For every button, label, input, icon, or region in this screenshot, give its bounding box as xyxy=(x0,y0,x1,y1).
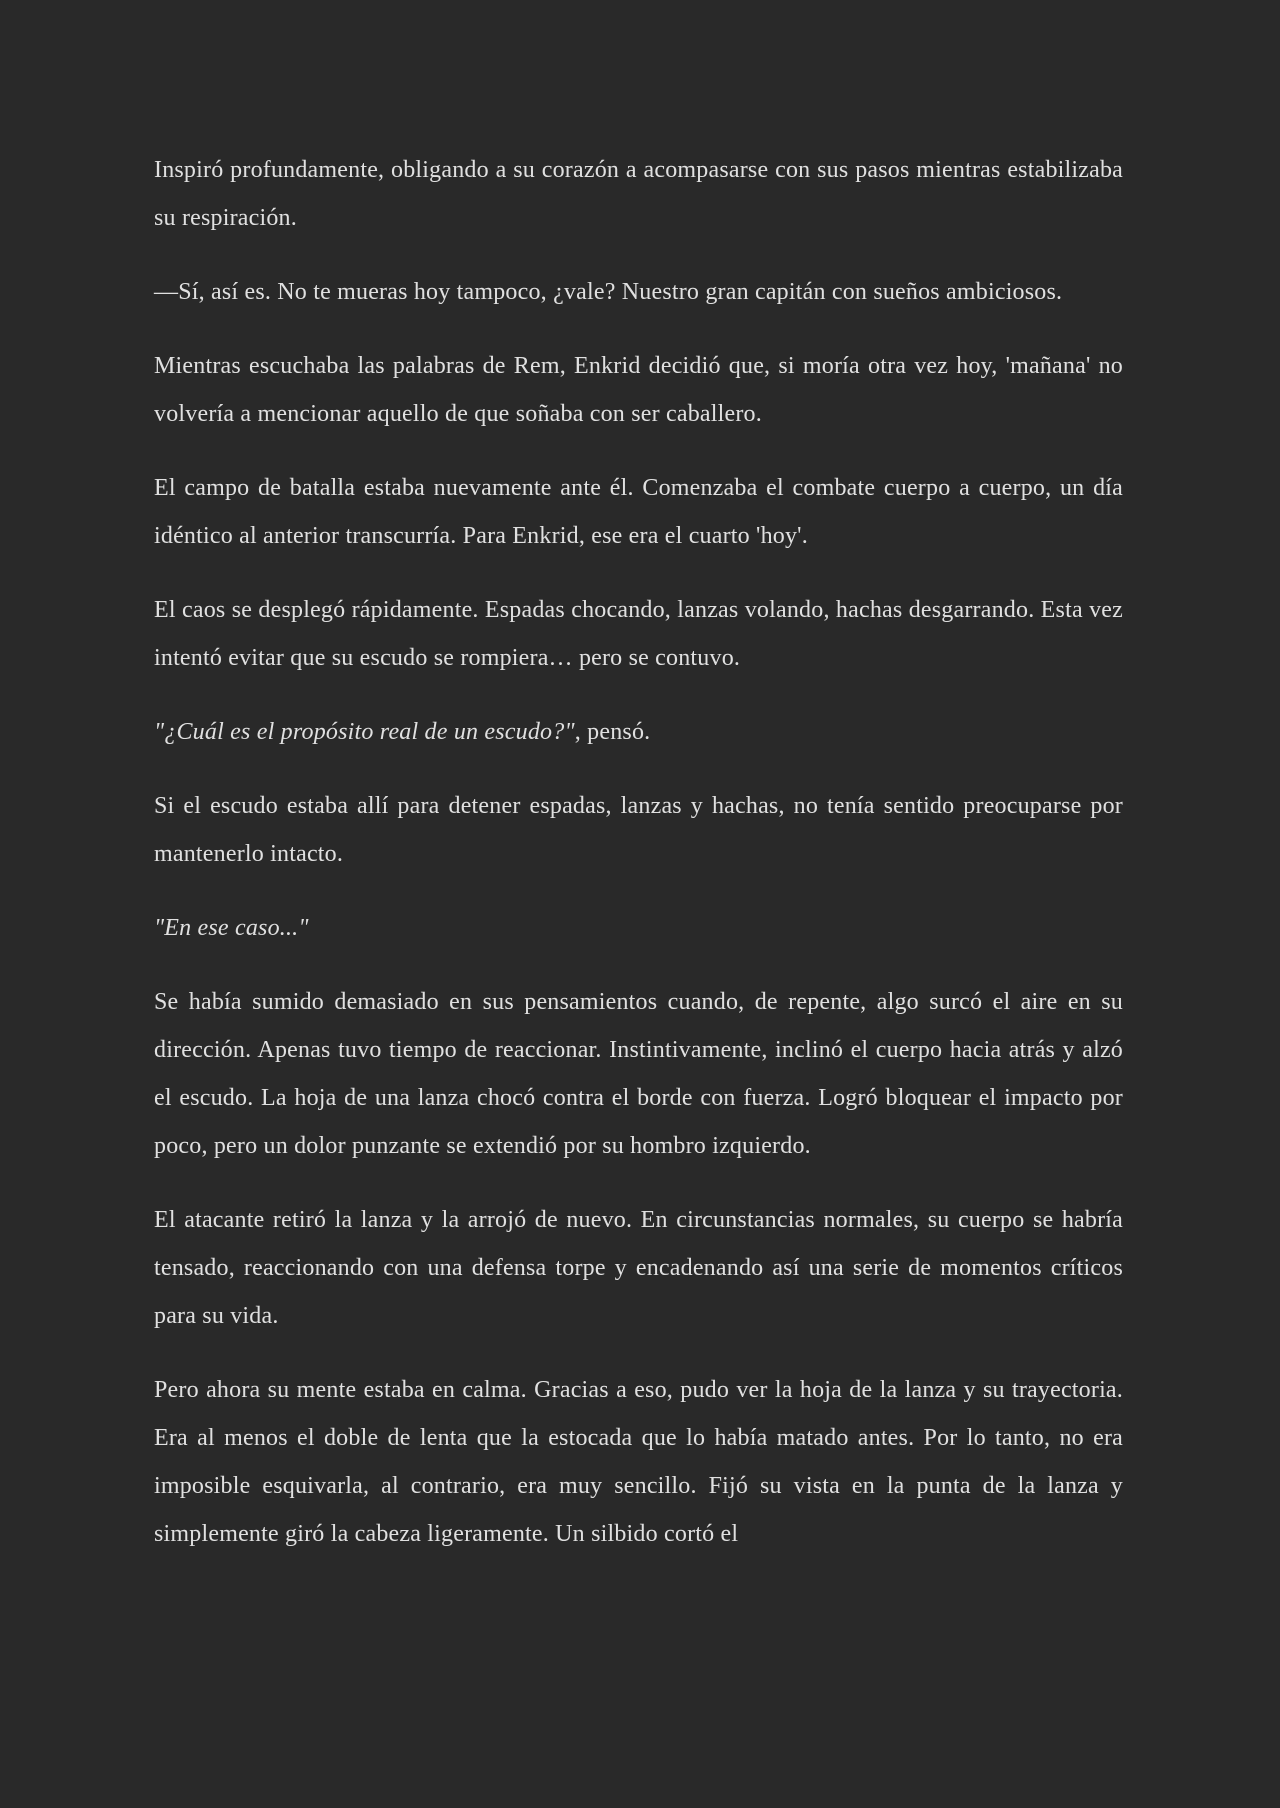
paragraph xyxy=(154,146,1123,242)
text-segment: Pero ahora su mente estaba en calma. Gracias a eso, pudo ver la hoja de la lanza y su trayectoria. Era al menos el doble de lenta que la estocada que lo había matado antes. Por lo tanto, no era imposible esquivarla, al contrario, era muy sencillo. Fijó su vista en la punta de la lanza y simplemente giró la cabeza ligeramente. Un silbido cortó el xyxy=(154,1377,1123,1547)
text-segment: , pensó. xyxy=(574,719,651,745)
paragraph xyxy=(154,464,1123,560)
italic-text-segment: "En ese caso..." xyxy=(154,915,309,941)
novel-text-content xyxy=(154,146,1123,1558)
text-segment: Se había sumido demasiado en sus pensamientos cuando, de repente, algo surcó el aire en su dirección. Apenas tuvo tiempo de reaccionar. Instintivamente, inclinó el cuerpo hacia atrás y alzó el escudo. La hoja de una lanza chocó contra el borde con fuerza. Logró bloquear el impacto por poco, pero un dolor punzante se extendió por su hombro izquierdo. xyxy=(154,989,1123,1159)
paragraph xyxy=(154,1196,1123,1340)
text-segment: El caos se desplegó rápidamente. Espadas chocando, lanzas volando, hachas desgarrando. Esta vez intentó evitar que su escudo se rompiera… pero se contuvo. xyxy=(154,597,1123,671)
paragraph xyxy=(154,1366,1123,1558)
italic-text-segment: "¿Cuál es el propósito real de un escudo?" xyxy=(154,719,575,745)
paragraph xyxy=(154,904,1123,952)
paragraph xyxy=(154,708,1123,756)
paragraph xyxy=(154,268,1123,316)
text-segment: El campo de batalla estaba nuevamente ante él. Comenzaba el combate cuerpo a cuerpo, un día idéntico al anterior transcurría. Para Enkrid, ese era el cuarto 'hoy'. xyxy=(154,475,1123,549)
paragraph xyxy=(154,342,1123,438)
paragraph xyxy=(154,586,1123,682)
text-segment: Inspiró profundamente, obligando a su corazón a acompasarse con sus pasos mientras estabilizaba su respiración. xyxy=(154,157,1123,231)
text-segment: El atacante retiró la lanza y la arrojó de nuevo. En circunstancias normales, su cuerpo se habría tensado, reaccionando con una defensa torpe y encadenando así una serie de momentos críticos para su vida. xyxy=(154,1207,1123,1329)
paragraph xyxy=(154,782,1123,878)
text-segment: —Sí, así es. No te mueras hoy tampoco, ¿vale? Nuestro gran capitán con sueños ambiciosos. xyxy=(154,279,1063,305)
paragraph xyxy=(154,978,1123,1170)
text-segment: Si el escudo estaba allí para detener espadas, lanzas y hachas, no tenía sentido preocuparse por mantenerlo intacto. xyxy=(154,793,1123,867)
text-segment: Mientras escuchaba las palabras de Rem, Enkrid decidió que, si moría otra vez hoy, 'mañana' no volvería a mencionar aquello de que soñaba con ser caballero. xyxy=(154,353,1123,427)
